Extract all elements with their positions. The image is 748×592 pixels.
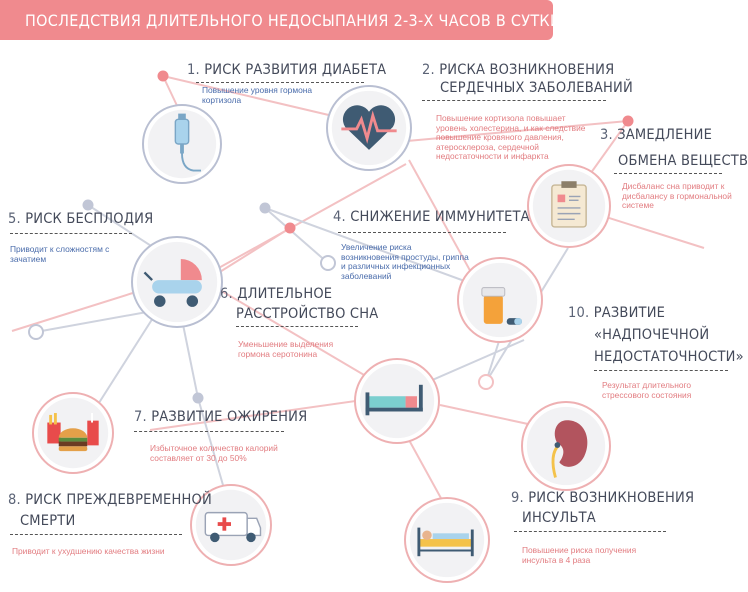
node-diabetes xyxy=(142,104,222,184)
item-8-underline xyxy=(10,534,182,535)
item-4-title: 4. СНИЖЕНИЕ ИММУНИТЕТА xyxy=(333,209,530,225)
item-1-underline xyxy=(196,82,364,83)
item-1-title: 1. РИСК РАЗВИТИЯ ДИАБЕТА xyxy=(187,62,387,78)
item-6-underline xyxy=(236,326,358,327)
item-4-underline xyxy=(338,232,506,233)
heart-pulse-icon xyxy=(328,87,410,169)
node-infertility xyxy=(131,236,223,328)
item-5-underline xyxy=(10,233,132,234)
item-9-desc: Повышение риска получения инсульта в 4 раза xyxy=(522,545,637,565)
item-7-underline xyxy=(134,431,284,432)
item-1-desc: Повышение уровня гормона кортизола xyxy=(202,85,313,105)
item-5-title: 5. РИСК БЕСПЛОДИЯ xyxy=(8,211,154,227)
bed-icon xyxy=(356,360,438,442)
node-immunity xyxy=(457,257,543,343)
fast-food-icon xyxy=(34,394,112,472)
item-7-desc: Избыточное количество калорий составляет от 30 до 50% xyxy=(150,443,278,463)
item-8-title-line-1: 8. РИСК ПРЕЖДЕВРЕМЕННОЙ xyxy=(8,492,212,508)
item-2-desc: Повышение кортизола повышает уровень холестерина, и как следствие повышение кровяного давления, атеросклероза, сердечной недостаточности и инфаркта xyxy=(436,113,586,162)
item-10-title-line-1: 10. РАЗВИТИЕ xyxy=(568,305,666,321)
item-2-title-line-2: СЕРДЕЧНЫХ ЗАБОЛЕВАНИЙ xyxy=(440,80,633,96)
item-9-title-line-1: 9. РИСК ВОЗНИКНОВЕНИЯ xyxy=(511,490,695,506)
kidney-icon xyxy=(523,403,609,489)
baby-stroller-icon xyxy=(133,238,221,326)
node-heart-disease xyxy=(326,85,412,171)
item-6-title-line-1: 6. ДЛИТЕЛЬНОЕ xyxy=(220,286,333,302)
iv-drip-icon xyxy=(144,106,220,182)
node-adrenal xyxy=(521,401,611,491)
hospital-bed-icon xyxy=(406,499,488,581)
item-7-title: 7. РАЗВИТИЕ ОЖИРЕНИЯ xyxy=(134,409,308,425)
item-10-underline xyxy=(594,370,728,371)
item-10-title-line-3: НЕДОСТАТОЧНОСТИ» xyxy=(594,349,744,365)
item-8-desc: Приводит к ухудшению качества жизни xyxy=(12,546,165,556)
clipboard-icon xyxy=(529,166,609,246)
node-sleep-disorder xyxy=(354,358,440,444)
page-title: ПОСЛЕДСТВИЯ ДЛИТЕЛЬНОГО НЕДОСЫПАНИЯ 2-3-Х ЧАСОВ В СУТКИ xyxy=(25,10,562,30)
node-obesity xyxy=(32,392,114,474)
item-4-desc: Увеличение риска возникновения простуды, гриппа и различных инфекционных заболеваний xyxy=(341,242,469,281)
item-9-title-line-2: ИНСУЛЬТА xyxy=(522,510,596,526)
item-3-title-line-2: ОБМЕНА ВЕЩЕСТВ xyxy=(618,153,748,169)
item-3-underline xyxy=(614,173,722,174)
item-3-desc: Дисбаланс сна приводит к дисбалансу в гормональной системе xyxy=(622,181,732,211)
item-10-desc: Результат длительного стрессового состояния xyxy=(602,380,692,400)
item-2-title-line-1: 2. РИСКА ВОЗНИКНОВЕНИЯ xyxy=(422,62,615,78)
item-5-desc: Приводит к сложностям с зачатием xyxy=(10,244,110,264)
item-2-underline xyxy=(422,100,606,101)
item-8-title-line-2: СМЕРТИ xyxy=(20,513,76,529)
pills-icon xyxy=(459,259,541,341)
node-stroke xyxy=(404,497,490,583)
item-6-title-line-2: РАССТРОЙСТВО СНА xyxy=(236,306,379,322)
item-9-underline xyxy=(514,531,666,532)
item-10-title-line-2: «НАДПОЧЕЧНОЙ xyxy=(594,327,710,343)
node-metabolism xyxy=(527,164,611,248)
item-6-desc: Уменьшение выделения гормона серотонина xyxy=(238,339,334,359)
item-3-title-line-1: 3. ЗАМЕДЛЕНИЕ xyxy=(600,127,713,143)
